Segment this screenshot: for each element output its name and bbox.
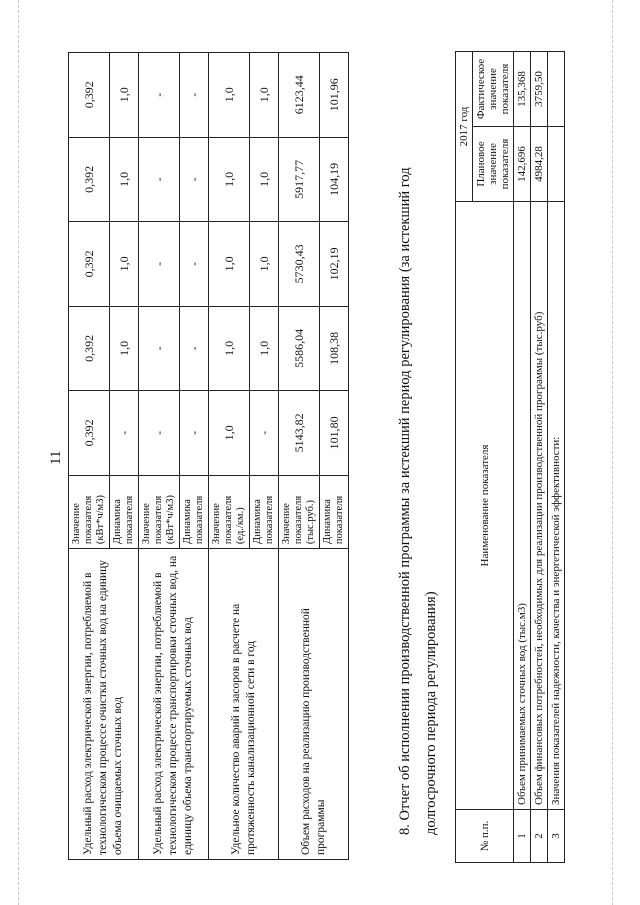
indicator-name: Удельное количество аварий и засоров в расчете на протяженность канализационной сети в год xyxy=(209,549,279,860)
report-row-plan xyxy=(548,127,565,202)
indicator-name: Удельный расход электрической энергии, потребляемой в технологическом процессе транспортировки сточных вод, на единицу объема транспортируемых сточных вод xyxy=(139,549,209,860)
indicator-value: 102,19 xyxy=(320,222,349,307)
indicator-value: 0,392 xyxy=(69,391,110,476)
report-table-body xyxy=(514,52,565,863)
indicator-value: 5917,77 xyxy=(279,137,320,222)
indicator-value: 1,0 xyxy=(250,53,279,138)
indicator-value: 1,0 xyxy=(250,222,279,307)
indicator-value: 1,0 xyxy=(110,53,139,138)
report-row-num: 1 xyxy=(514,810,531,863)
report-row xyxy=(531,52,548,863)
indicator-value: 1,0 xyxy=(209,391,250,476)
report-row-num: 3 xyxy=(548,810,565,863)
indicator-value: 1,0 xyxy=(250,137,279,222)
indicator-value: 5586,04 xyxy=(279,306,320,391)
col-plan-header: Плановое значение показателя xyxy=(473,127,514,202)
indicator-value: - xyxy=(180,306,209,391)
indicator-value: 6123,44 xyxy=(279,53,320,138)
indicator-row xyxy=(69,53,110,860)
scan-margin-line xyxy=(612,0,613,905)
indicator-unit: Значение показателя (тыс.руб.) xyxy=(279,475,320,548)
indicator-unit: Значение показателя (кВт*ч/м3) xyxy=(69,475,110,548)
report-row-fact: 3759,50 xyxy=(531,52,548,127)
indicator-value: 0,392 xyxy=(69,222,110,307)
indicator-unit: Динамика показателя xyxy=(320,475,349,548)
indicator-value: 1,0 xyxy=(209,137,250,222)
indicator-value: 0,392 xyxy=(69,137,110,222)
indicator-value: - xyxy=(139,137,180,222)
indicator-value: - xyxy=(180,137,209,222)
indicator-name: Удельный расход электрической энергии, потребляемой в технологическом процессе очистки сточных вод на единицу объема очищаемых сточных вод xyxy=(69,549,139,860)
indicator-value: 1,0 xyxy=(209,306,250,391)
indicator-row xyxy=(139,53,180,860)
indicator-value: - xyxy=(180,222,209,307)
report-row-name: Объем финансовых потребностей, необходимых для реализации производственной программы (тыс.руб) xyxy=(531,202,548,810)
indicator-value: - xyxy=(180,53,209,138)
indicator-value: - xyxy=(139,222,180,307)
indicator-value: - xyxy=(250,391,279,476)
indicator-row xyxy=(209,53,250,860)
indicator-value: 101,96 xyxy=(320,53,349,138)
report-row-plan: 142,696 xyxy=(514,127,531,202)
indicator-value: 5143,82 xyxy=(279,391,320,476)
indicator-value: - xyxy=(139,53,180,138)
indicator-value: 108,38 xyxy=(320,306,349,391)
indicator-value: 1,0 xyxy=(110,306,139,391)
indicator-unit: Динамика показателя xyxy=(250,475,279,548)
indicator-row xyxy=(279,53,320,860)
indicator-value: - xyxy=(180,391,209,476)
report-row xyxy=(548,52,565,863)
report-row-num: 2 xyxy=(531,810,548,863)
col-fact-header: Фактическое значение показателя xyxy=(473,52,514,127)
report-row xyxy=(514,52,531,863)
col-name-header: Наименование показателя xyxy=(456,202,514,810)
indicator-value: 5730,43 xyxy=(279,222,320,307)
indicator-unit: Динамика показателя xyxy=(110,475,139,548)
indicator-value: 1,0 xyxy=(250,306,279,391)
indicator-value: - xyxy=(139,306,180,391)
report-row-fact: 135,368 xyxy=(514,52,531,127)
report-row-name: Объем принимаемых сточных вод (тыс.м3) xyxy=(514,202,531,810)
indicator-name: Объем расходов на реализацию производственной программы xyxy=(279,549,349,860)
section-8-heading: 8. Отчет об исполнении производственной программы за истекший период регулирования (за истекший год долгосрочного периода регулирования) xyxy=(397,167,439,835)
indicator-value: 104,19 xyxy=(320,137,349,222)
col-num-header: № п.п. xyxy=(456,810,514,863)
scan-margin-line xyxy=(18,0,19,905)
page-number: 11 xyxy=(48,450,64,465)
indicator-value: 0,392 xyxy=(69,306,110,391)
indicators-table xyxy=(68,52,349,860)
indicators-table-body xyxy=(69,53,349,860)
indicator-value: 1,0 xyxy=(209,53,250,138)
indicator-value: 1,0 xyxy=(110,137,139,222)
indicator-value: 101,80 xyxy=(320,391,349,476)
indicator-value: - xyxy=(139,391,180,476)
col-year-header: 2017 год xyxy=(456,52,473,202)
indicator-unit: Значение показателя (ед./км.) xyxy=(209,475,250,548)
indicator-value: 1,0 xyxy=(209,222,250,307)
indicator-value: 0,392 xyxy=(69,53,110,138)
indicator-value: - xyxy=(110,391,139,476)
report-row-name: Значения показателей надежности, качества и энергетической эффективности: xyxy=(548,202,565,810)
indicator-unit: Значение показателя (кВт*ч/м3) xyxy=(139,475,180,548)
report-row-plan: 4984,28 xyxy=(531,127,548,202)
report-table xyxy=(455,51,565,863)
report-row-fact xyxy=(548,52,565,127)
indicator-value: 1,0 xyxy=(110,222,139,307)
indicator-unit: Динамика показателя xyxy=(180,475,209,548)
